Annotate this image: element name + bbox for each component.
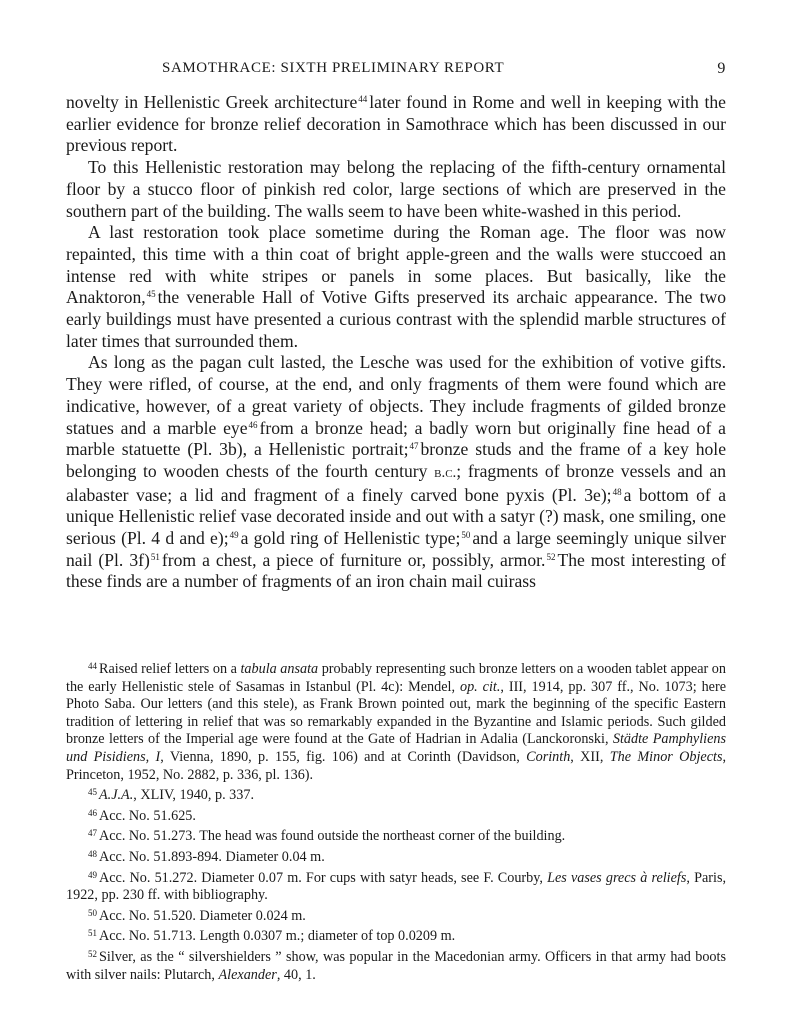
paragraph-1: novelty in Hellenistic Greek architecture$^{44}$ later found in Rome and well in keeping with the earlier evidence for bronze relief decoration in Samothrace which has been discussed in our previous report. [66, 92, 726, 156]
footnote-49: $^{49}$ Acc. No. 51.272. Diameter 0.07 m. For cups with satyr heads, see F. Courby, Les vases grecs à reliefs, Paris, 1922, pp. 230 ff. with bibliography. [66, 869, 727, 904]
footnote-46: $^{46}$ Acc. No. 51.625. [88, 807, 196, 824]
footnote-44: $^{44}$ Raised relief letters on a tabula ansata probably representing such bronze letters on a wooden tablet appear on the early Hellenistic stele of Sasamas in Istanbul (Pl. 4c): Mendel, op. cit., III, 1914, pp. 307 ff., No. 1073; here Photo Saba. Our letters (and this stele), as Frank Brown pointed out, mark the beginning of the specific Eastern tradition of lettering in relief that was so remarkably expanded in the Byzantine and Islamic periods. Such gilded bronze letters of the Imperial age were found at the Gate of Hadrian in Adalia (Lanckoronski, Städte Pamphyliens und Pisidiens, I, Vienna, 1890, p. 155, fig. 106) and at Corinth (Davidson, Corinth, XII, The Minor Objects, Princeton, 1952, No. 2882, p. 336, pl. 136). [66, 661, 727, 783]
footnotes [66, 658, 726, 984]
paragraph-4: As long as the pagan cult lasted, the Lesche was used for the exhibition of votive gifts. They were rifled, of course, at the end, and only fragments of them were found which are indicative, however, of a great variety of objects. They include fragments of gilded bronze statues and a marble eye$^{46}$ from a bronze head; a badly worn but originally fine head of a marble statuette (Pl. 3b), a Hellenistic portrait;$^{47}$ bronze studs and the frame of a key hole belonging to wooden chests of the fourth century b.c.; fragments of bronze vessels and an alabaster vase; a lid and fragment of a finely carved bone pyxis (Pl. 3e);$^{48}$ a bottom of a unique Hellenistic relief vase decorated inside and out with a satyr (?) mask, one smiling, one serious (Pl. 4 d and e);$^{49}$ a gold ring of Hellenistic type;$^{50}$ and a large seemingly unique silver nail (Pl. 3f)$^{51}$ from a chest, a piece of furniture or, possibly, armor.$^{52}$ The most interesting of these finds are a number of fragments of an iron chain mail cuirass [66, 352, 727, 592]
running-title: SAMOTHRACE: SIXTH PRELIMINARY REPORT [162, 60, 505, 76]
footnote-ref-52: 52 [546, 551, 556, 562]
paragraph-2: To this Hellenistic restoration may belong the replacing of the fifth-century ornamental floor by a stucco floor of pinkish red color, large sections of which are preserved in the southern part of the building. The walls seem to have been white-washed in this period. [66, 157, 726, 221]
footnote-50: $^{50}$ Acc. No. 51.520. Diameter 0.024 m. [88, 907, 306, 924]
body-text [66, 92, 726, 593]
footnote-ref-49: 49 [229, 530, 239, 541]
footnote-ref-46: 46 [248, 419, 258, 430]
footnote-51: $^{51}$ Acc. No. 51.713. Length 0.0307 m.; diameter of top 0.0209 m. [88, 928, 456, 945]
footnote-47: $^{47}$ Acc. No. 51.273. The head was found outside the northeast corner of the building. [88, 828, 566, 845]
paragraph-3: A last restoration took place sometime during the Roman age. The floor was now repainted, this time with a thin coat of bright apple-green and the walls were stuccoed an intense red with white stripes or panels in some places. But basically, like the Anaktoron,$^{45}$ the venerable Hall of Votive Gifts preserved its archaic appearance. The two early buildings must have presented a curious contrast with the splendid marble structures of later times that surrounded them. [66, 222, 726, 351]
footnote-ref-50: 50 [461, 530, 471, 541]
footnote-52: $^{52}$ Silver, as the “ silvershielders ” show, was popular in the Macedonian army. Officers in that army had boots with silver nails: Plutarch, Alexander, 40, 1. [66, 948, 726, 983]
footnote-45: $^{45}$ A.J.A., XLIV, 1940, p. 337. [88, 787, 255, 804]
footnote-ref-51: 51 [150, 551, 160, 562]
footnote-ref-45: 45 [146, 289, 156, 300]
footnote-ref-48: 48 [612, 486, 622, 497]
footnote-ref-44: 44 [358, 94, 368, 104]
footnote-ref-47: 47 [409, 441, 419, 452]
running-head [66, 60, 726, 82]
footnote-48: $^{48}$ Acc. No. 51.893-894. Diameter 0.04 m. [88, 848, 325, 865]
page-number: 9 [717, 60, 726, 77]
document-page [66, 0, 726, 1024]
